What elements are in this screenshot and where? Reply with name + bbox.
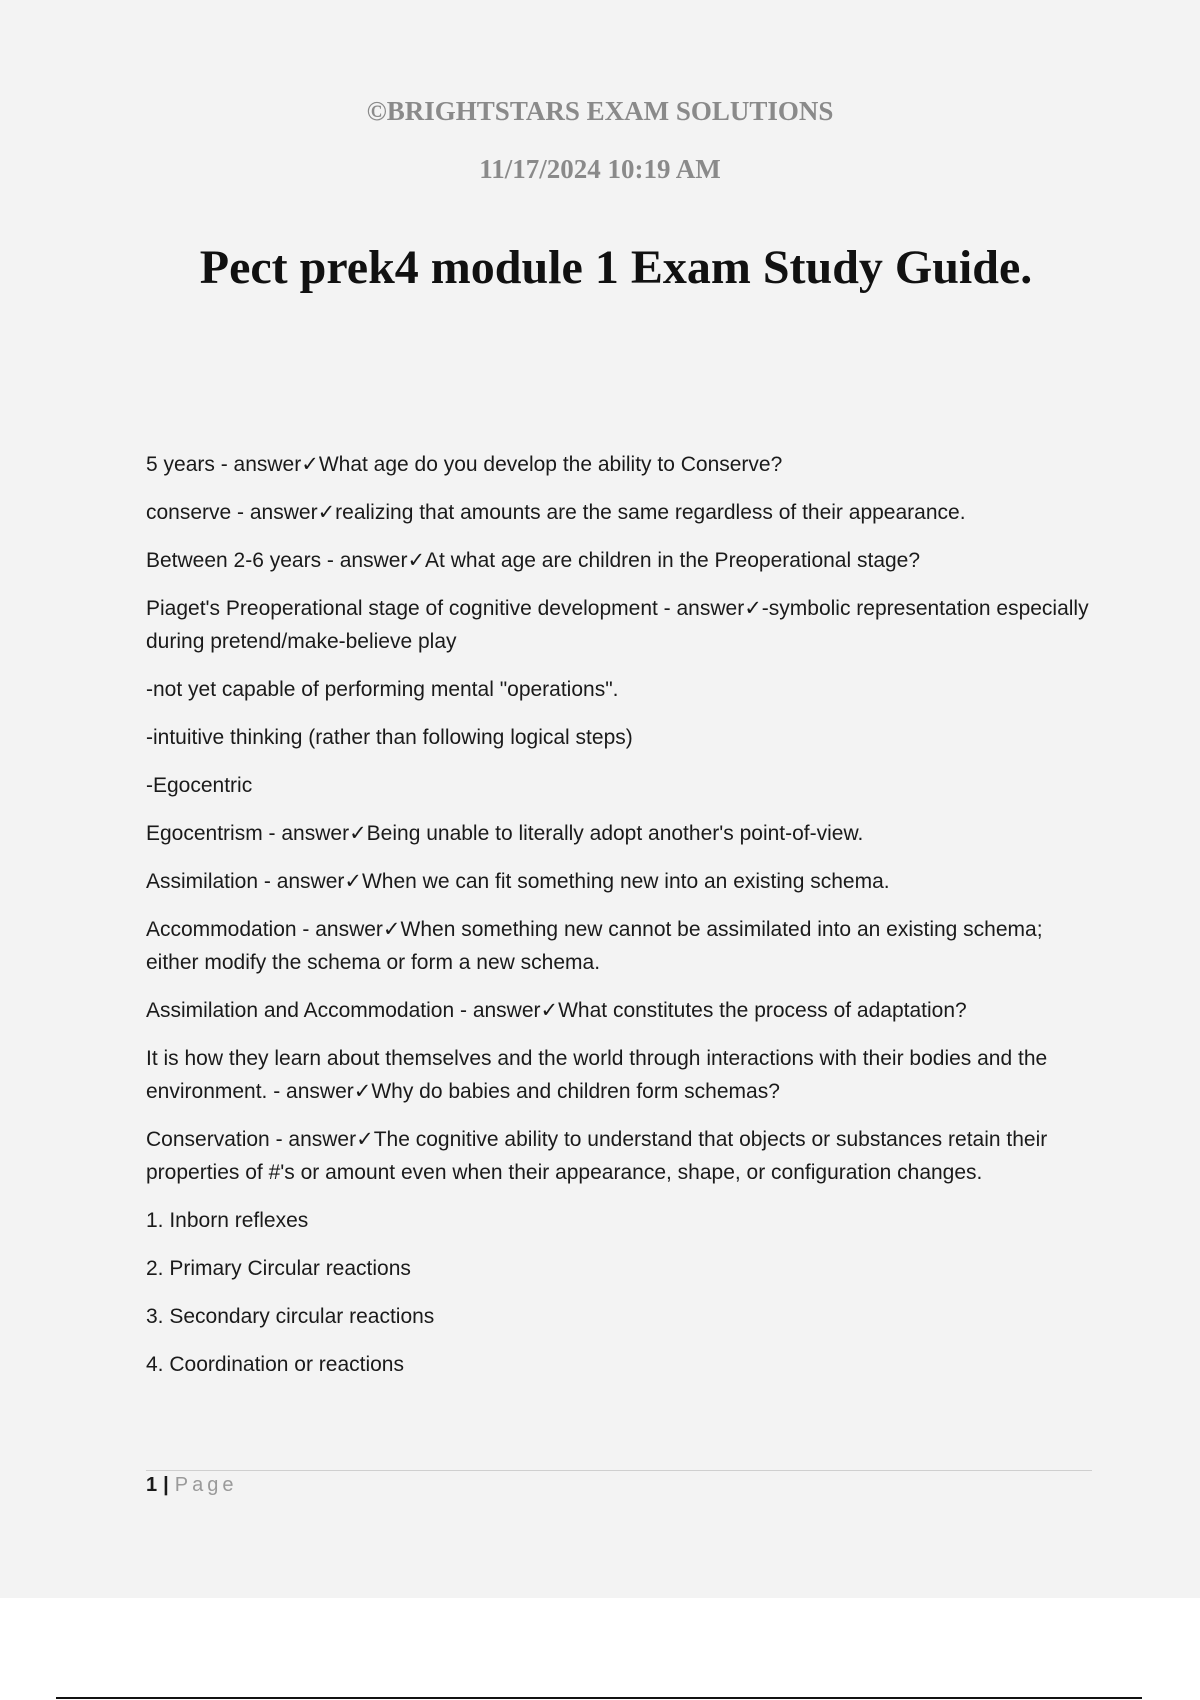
- paragraph: -Egocentric: [146, 774, 253, 797]
- footer-divider: [146, 1470, 1092, 1471]
- header-company: ©BRIGHTSTARS EXAM SOLUTIONS: [366, 96, 834, 126]
- paragraph: 5 years - answer✓What age do you develop the ability to Conserve?: [146, 453, 783, 476]
- document-body: [146, 448, 1096, 1396]
- paragraph: Egocentrism - answer✓Being unable to literally adopt another's point-of-view.: [146, 822, 864, 845]
- document-title: Pect prek4 module 1 Exam Study Guide.: [199, 241, 1033, 294]
- list-item: 1. Inborn reflexes: [146, 1209, 309, 1232]
- page-label: Page: [174, 1474, 238, 1496]
- paragraph: Conservation - answer✓The cognitive ability to understand that objects or substances retain their properties of #'s or amount even when their appearance, shape, or configuration changes.: [146, 1128, 1048, 1184]
- paragraph: Assimilation and Accommodation - answer✓What constitutes the process of adaptation?: [146, 999, 967, 1022]
- header-datetime: 11/17/2024 10:19 AM: [479, 154, 721, 184]
- paragraph: conserve - answer✓realizing that amounts are the same regardless of their appearance.: [146, 501, 966, 524]
- paragraph: -intuitive thinking (rather than following logical steps): [146, 726, 633, 749]
- page-footer: [146, 1474, 237, 1497]
- list-item: 3. Secondary circular reactions: [146, 1305, 435, 1328]
- page-number: 1: [146, 1474, 158, 1496]
- paragraph: It is how they learn about themselves and the world through interactions with their bodies and the environment. - answer✓Why do babies and children form schemas?: [146, 1047, 1048, 1103]
- list-item: 4. Coordination or reactions: [146, 1353, 404, 1376]
- paragraph: Piaget's Preoperational stage of cognitive development - answer✓-symbolic representation especially during pretend/make-believe play: [146, 597, 1089, 653]
- paragraph: -not yet capable of performing mental "operations".: [146, 678, 619, 701]
- paragraph: Accommodation - answer✓When something new cannot be assimilated into an existing schema; either modify the schema or form a new schema.: [146, 918, 1043, 974]
- paragraph: Between 2-6 years - answer✓At what age are children in the Preoperational stage?: [146, 549, 921, 572]
- footer-separator: |: [163, 1474, 169, 1496]
- list-item: 2. Primary Circular reactions: [146, 1257, 411, 1280]
- paragraph: Assimilation - answer✓When we can fit something new into an existing schema.: [146, 870, 890, 893]
- next-page-divider: [56, 1697, 1142, 1699]
